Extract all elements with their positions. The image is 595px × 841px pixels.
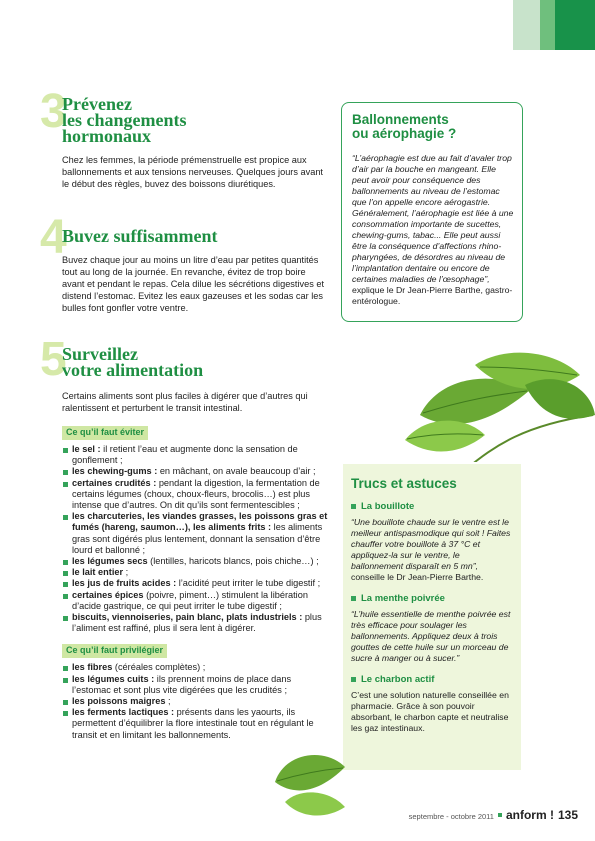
section-4 <box>40 211 330 314</box>
prefer-list <box>62 662 330 740</box>
section-number-4: 4 <box>40 211 67 264</box>
tips-box <box>343 462 521 770</box>
aerophagia-box-quote: “L’aérophagie est due au fait d’avaler trop d’air par la bouche en mangeant. Elle peut avoir pour conséquence des ballonnements au niveau de l’estomac que l’on appelle encore aérogastrie. Généralement, l’aérophagie est liée à une consommation importante de sucettes, chewing-gums, tabac... Elle peut aussi être la conséquence d’affections rhino-pharyngées, de désordres au niveau de l’implantation dentaire ou encore de certaines maladies de l’œsophage”, explique le Dr Jean-Pierre Barthe, gastro-entérologue. <box>352 153 514 306</box>
tip-text: “Une bouillote chaude sur le ventre est le meilleur antispasmodique qui soit ! Faites chauffer votre bouillote à 37 °C et appliquez-la sur le ventre, le ballonnement disparaît en 5 mn”, conseille le Dr Jean-Pierre Barthe. <box>351 517 511 582</box>
section-number-5: 5 <box>40 333 67 386</box>
tip-item <box>351 674 513 734</box>
tip-item <box>351 593 513 664</box>
aerophagia-box-title: Ballonnements ou aérophagie ? <box>352 112 457 141</box>
tip-heading: La bouillote <box>351 501 513 512</box>
mint-leaves-image <box>345 345 595 475</box>
page-footer <box>398 808 578 824</box>
section-3 <box>40 85 330 190</box>
tip-text: C’est une solution naturelle conseillée en pharmacie. Grâce à son pouvoir absorbant, le charbon capte et neutralise les gaz intestinaux. <box>351 690 509 733</box>
avoid-list <box>62 444 330 634</box>
section-5-intro: Certains aliments sont plus faciles à digérer que d’autres qui ralentissent et perturbent le transit intestinal. <box>62 391 308 413</box>
mint-sprig-image <box>265 732 355 820</box>
prefer-label: Ce qu’il faut privilégier <box>62 644 167 658</box>
list-item: les jus de fruits acides : l’acidité peut irriter le tube digestif ; <box>62 578 330 589</box>
list-item: les charcuteries, les viandes grasses, les poissons gras et fumés (hareng, saumon…), les aliments frits : les aliments gras sont digérés plus lentement, donnant la sensation d’être lourd et ballonné ; <box>62 511 330 556</box>
corner-band-light <box>513 0 540 50</box>
section-number-3: 3 <box>40 85 67 138</box>
prefer-block <box>62 640 330 740</box>
tip-heading: Le charbon actif <box>351 674 513 685</box>
avoid-label: Ce qu’il faut éviter <box>62 426 148 440</box>
section-3-title: Prévenez les changements hormonaux <box>62 94 187 146</box>
tip-text: “L’huile essentielle de menthe poivrée est très efficace pour soulager les ballonnements. Appliquez deux à trois gouttes de cette huile sur un morceau de sucre à manger ou à sucer.” <box>351 609 511 663</box>
issue-date: septembre - octobre 2011 <box>408 812 494 821</box>
section-5 <box>40 333 330 741</box>
list-item: les ferments lactiques : présents dans les yaourts, ils permettent d’équilibrer la flore intestinale tout en régulant le transit et en limitant les ballonnements. <box>62 707 330 741</box>
corner-band-dark <box>555 0 595 50</box>
tip-item <box>351 501 513 583</box>
footer-square-icon <box>498 813 502 817</box>
list-item: le sel : il retient l’eau et augmente donc la sensation de gonflement ; <box>62 444 330 466</box>
list-item: certaines épices (poivre, piment…) stimulent la libération d’acide gastrique, ce qui peut irriter le tube digestif ; <box>62 590 330 612</box>
corner-band-mid <box>540 0 555 50</box>
section-5-title: Surveillez votre alimentation <box>62 344 204 380</box>
list-item: certaines crudités : pendant la digestion, la fermentation de certains légumes (choux, choux-fleurs, brocolis…) est plus intense que d’autres. On dit qu’ils sont fermentescibles ; <box>62 478 330 512</box>
list-item: les poissons maigres ; <box>62 696 330 707</box>
avoid-block <box>62 422 330 634</box>
section-4-text: Buvez chaque jour au moins un litre d’eau par petites quantités tout au long de la journée. En revanche, évitez de trop boire avant et pendant le repas. Cela dilue les sécrétions digestives et distend l’estomac. Evitez les eaux gazeuses et les sodas car les bulles font gonfler votre ventre. <box>62 255 325 313</box>
tips-title: Trucs et astuces <box>351 476 457 491</box>
list-item: les chewing-gums : en mâchant, on avale beaucoup d’air ; <box>62 466 330 477</box>
section-3-text: Chez les femmes, la période prémenstruelle est propice aux ballonnements et aux tensions nerveuses. Quelques jours avant le début des règles, buvez des boissons diurétiques. <box>62 155 323 189</box>
list-item: le lait entier ; <box>62 567 330 578</box>
aerophagia-box <box>341 102 523 322</box>
list-item: biscuits, viennoiseries, pain blanc, plats industriels : plus l’aliment est raffiné, plus il sera lent à digérer. <box>62 612 330 634</box>
list-item: les légumes secs (lentilles, haricots blancs, pois chiche…) ; <box>62 556 330 567</box>
list-item: les légumes cuits : ils prennent moins de place dans l’estomac et sont plus vite digérées que les crudités ; <box>62 674 330 696</box>
magazine-brand: anform ! <box>505 808 554 822</box>
page-number: 135 <box>557 808 578 822</box>
list-item: les fibres (céréales complètes) ; <box>62 662 330 673</box>
tip-heading: La menthe poivrée <box>351 593 513 604</box>
section-4-title: Buvez suffisamment <box>62 226 218 246</box>
